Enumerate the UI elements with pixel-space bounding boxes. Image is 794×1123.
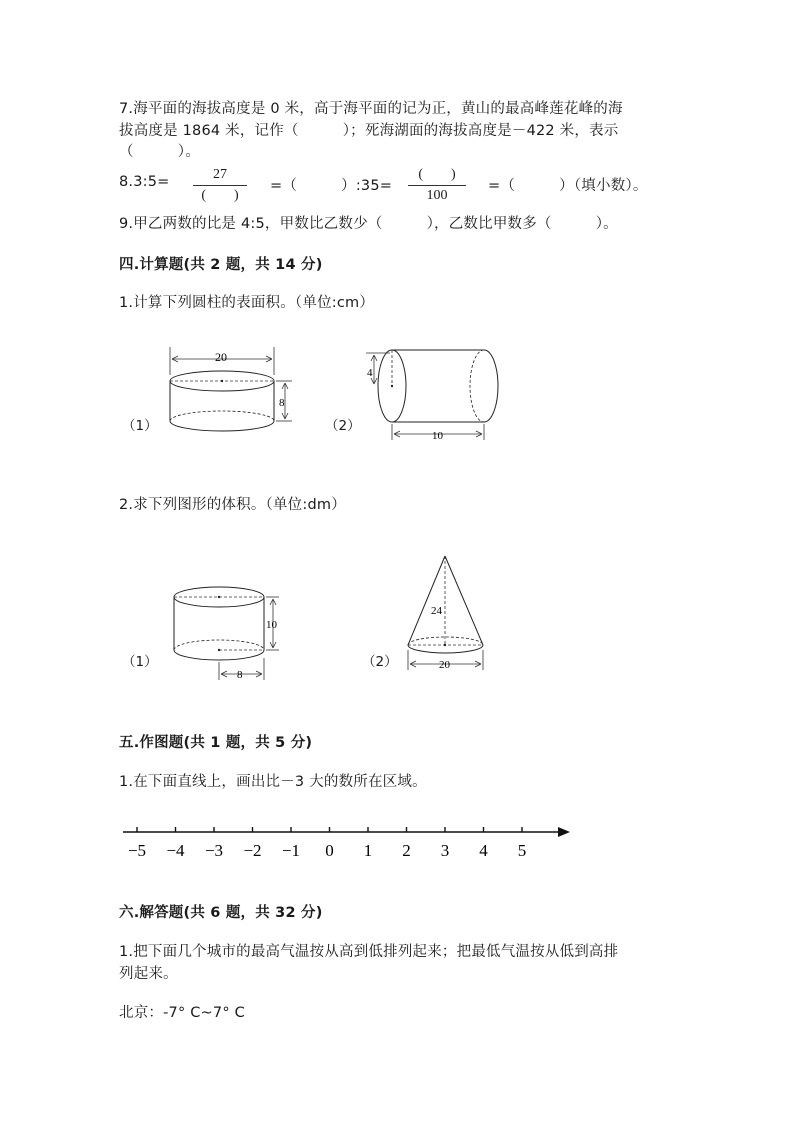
section4-q1: 1.计算下列圆柱的表面积。（单位:cm）: [119, 295, 375, 311]
s4q2-fig1-label: （1）: [122, 654, 158, 670]
s4q1-fig2-length: 10: [432, 430, 443, 442]
number-line-tick-label: −5: [127, 841, 147, 860]
fraction-bar: [193, 185, 247, 186]
s4q1-fig1-height: 8: [279, 397, 285, 409]
section4-title: 四.计算题(共 2 题，共 14 分): [119, 257, 323, 273]
number-line-tick-label: −4: [166, 841, 185, 860]
cone-figure: [400, 552, 495, 674]
cylinder-figure-1: [160, 345, 300, 440]
s4q1-fig2-label: （2）: [325, 418, 361, 434]
section6-q1-line2: 列起来。: [119, 966, 178, 982]
s4q2-fig2-height: 24: [431, 605, 442, 617]
number-line-tick-label: −3: [204, 841, 224, 860]
q8-prefix: 8.3:5=: [119, 174, 170, 190]
section6-beijing: 北京：-7° C~7° C: [119, 1005, 245, 1021]
s4q2-fig1-radius: 8: [237, 669, 243, 681]
s4q1-fig1-label: （1）: [122, 418, 158, 434]
s4q2-fig2-label: （2）: [362, 654, 398, 670]
number-line-tick-label: 1: [363, 841, 373, 860]
section4-q2: 2.求下列图形的体积。（单位:dm）: [119, 497, 346, 513]
s4q1-fig1-diameter: 20: [215, 350, 227, 364]
s4q1-fig2-radius: 4: [367, 367, 373, 379]
q7-line3: （ ）。: [119, 144, 200, 160]
section5-title: 五.作图题(共 1 题，共 5 分): [119, 735, 313, 751]
section6-title: 六.解答题(共 6 题，共 32 分): [119, 905, 323, 921]
section6-q1-line1: 1.把下面几个城市的最高气温按从高到低排列起来；把最低气温按从低到高排: [119, 944, 619, 960]
q8-frac1-numerator: 27: [213, 167, 227, 182]
q7-line1: 7.海平面的海拔高度是 0 米，高于海平面的记为正，黄山的最高峰莲花峰的海: [119, 101, 623, 117]
q8-middle: =（ ）:35=: [270, 178, 393, 194]
section5-q1: 1.在下面直线上，画出比－3 大的数所在区域。: [119, 774, 427, 790]
number-line-tick-label: 3: [440, 841, 450, 860]
fraction-bar: [408, 185, 466, 186]
q8-fraction-1: [193, 166, 247, 205]
number-line-tick-label: 0: [325, 841, 334, 860]
q8-fraction-2: [408, 166, 466, 205]
arrow-head-icon: [558, 827, 570, 837]
number-line: [118, 820, 578, 865]
number-line-tick-label: 2: [402, 841, 411, 860]
q8-frac2-denominator: 100: [426, 188, 448, 203]
cylinder-figure-3: [165, 580, 285, 685]
q7-line2: 拔高度是 1864 米，记作（ ）；死海湖面的海拔高度是－422 米，表示: [119, 123, 619, 139]
number-line-tick-label: −2: [243, 841, 262, 860]
q8-suffix: =（ ）（填小数）。: [488, 178, 648, 194]
number-line-tick-label: −1: [281, 841, 301, 860]
cylinder-figure-2: [362, 348, 507, 448]
number-line-tick-label: 4: [479, 841, 488, 860]
number-line-tick-label: 5: [517, 841, 527, 860]
s4q2-fig2-diameter: 20: [439, 659, 450, 671]
q8-frac2-numerator: ( ): [418, 167, 456, 182]
q8-frac1-denominator: ( ): [201, 188, 239, 203]
q9-text: 9.甲乙两数的比是 4:5，甲数比乙数少（ ），乙数比甲数多（ ）。: [119, 216, 618, 232]
s4q2-fig1-height: 10: [266, 619, 277, 631]
